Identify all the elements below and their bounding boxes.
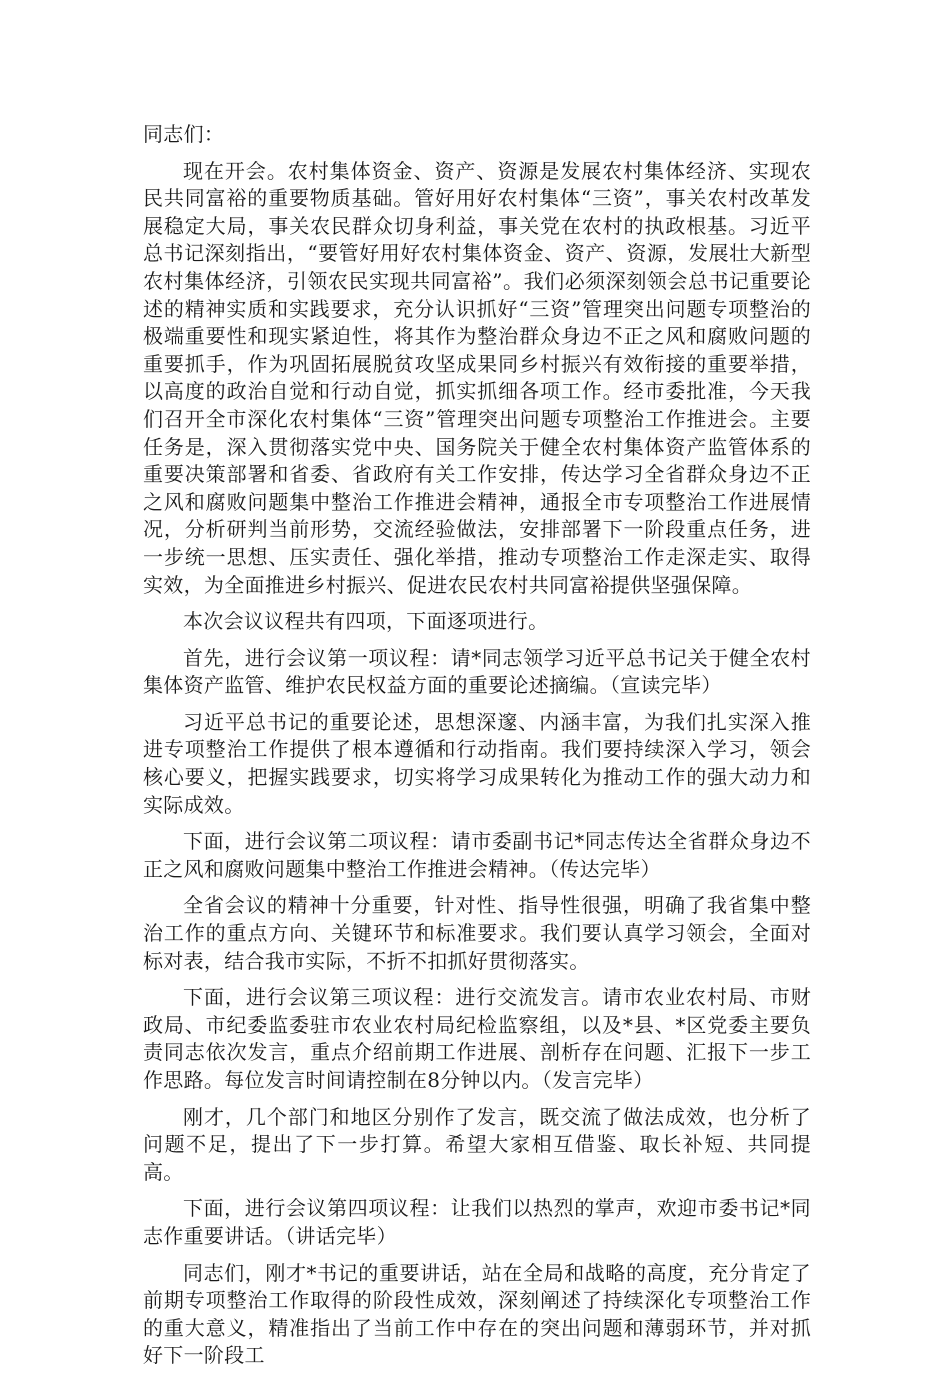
salutation: 同志们： xyxy=(143,122,225,146)
paragraph-agenda-item-3: 下面，进行会议第三项议程：进行交流发言。请市农业农村局、市财政局、市纪委监委驻市农业农村局纪检监察组，以及*县、*区党委主要负责同志依次发言，重点介绍前期工作进展、剖析存在问题、汇报下一步工作思路。每位发言时间请控制在8分钟以内。（发言完毕） xyxy=(143,985,811,1092)
paragraph-agenda-intro: 本次会议议程共有四项，下面逐项进行。 xyxy=(183,609,549,634)
paragraph-closing: 同志们，刚才*书记的重要讲话，站在全局和战略的高度，充分肯定了前期专项整治工作取得的阶段性成效，深刻阐述了持续深化专项整治工作的重大意义，精准指出了当前工作中存在的突出问题和薄弱环节，并对抓好下一阶段工 xyxy=(143,1260,811,1368)
paragraph-agenda-item-1: 首先，进行会议第一项议程：请*同志领学习近平总书记关于健全农村集体资产监管、维护农民权益方面的重要论述摘编。（宣读完毕） xyxy=(143,645,811,698)
paragraph-opening: 现在开会。农村集体资金、资产、资源是发展农村集体经济、实现农民共同富裕的重要物质基础。管好用好农村集体“三资”，事关农村改革发展稳定大局，事关农民群众切身利益，事关党在农村的执政根基。习近平总书记深刻指出，“要管好用好农村集体资金、资产、资源，发展壮大新型农村集体经济，引领农民实现共同富裕”。我们必须深刻领会总书记重要论述的精神实质和实践要求，充分认识抓好“三资”管理突出问题专项整治的极端重要性和现实紧迫性，将其作为整治群众身边不正之风和腐败问题的重要抓手，作为巩固拓展脱贫攻坚成果同乡村振兴有效衔接的重要举措，以高度的政治自觉和行动自觉，抓实抓细各项工作。经市委批准，今天我们召开全市深化农村集体“三资”管理突出问题专项整治工作推进会。主要任务是，深入贯彻落实党中央、国务院关于健全农村集体资产监管体系的重要决策部署和省委、省政府有关工作安排，传达学习全省群众身边不正之风和腐败问题集中整治工作推进会精神，通报全市专项整治工作进展情况，分析研判当前形势，交流经验做法，安排部署下一阶段重点任务，进一步统一思想、压实责任、强化举措，推动专项整治工作走深走实、取得实效，为全面推进乡村振兴、促进农民农村共同富裕提供坚强保障。 xyxy=(143,158,811,597)
document-body xyxy=(143,121,811,1379)
paragraph-comment-1: 习近平总书记的重要论述，思想深邃、内涵丰富，为我们扎实深入推进专项整治工作提供了根本遵循和行动指南。我们要持续深入学习，领会核心要义，把握实践要求，切实将学习成果转化为推动工作的强大动力和实际成效。 xyxy=(143,709,811,817)
paragraph-comment-3: 刚才，几个部门和地区分别作了发言，既交流了做法成效，也分析了问题不足，提出了下一步打算。希望大家相互借鉴、取长补短、共同提高。 xyxy=(143,1104,811,1184)
paragraph-agenda-item-2: 下面，进行会议第二项议程：请市委副书记*同志传达全省群众身边不正之风和腐败问题集中整治工作推进会精神。（传达完毕） xyxy=(143,829,811,881)
paragraph-comment-2: 全省会议的精神十分重要，针对性、指导性很强，明确了我省集中整治工作的重点方向、关键环节和标准要求。我们要认真学习领会，全面对标对表，结合我市实际，不折不扣抓好贯彻落实。 xyxy=(143,893,811,973)
paragraph-agenda-item-4: 下面，进行会议第四项议程：让我们以热烈的掌声，欢迎市委书记*同志作重要讲话。（讲话完毕） xyxy=(143,1196,811,1248)
